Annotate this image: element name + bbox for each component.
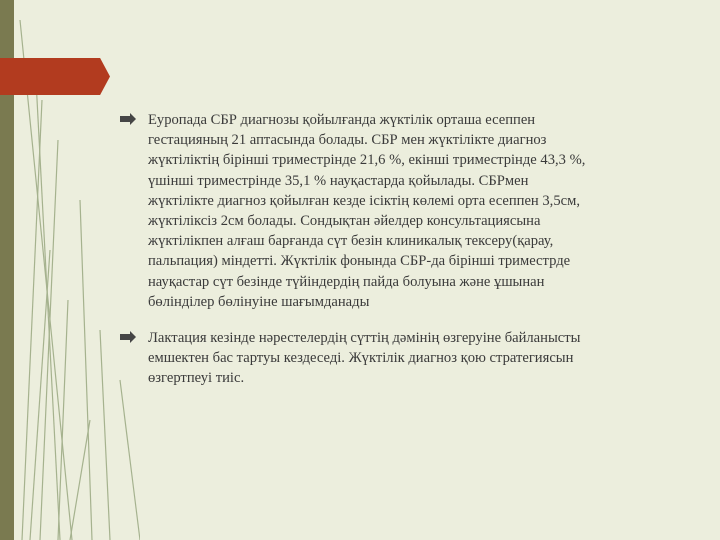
slide-content	[118, 110, 588, 405]
bullet-arrow-icon	[120, 331, 136, 343]
bullet-item	[118, 328, 588, 389]
bullet-arrow-icon	[120, 113, 136, 125]
bullet-item	[118, 110, 588, 312]
title-accent-tab	[0, 58, 110, 95]
bullet-text: Лактация кезінде нәрестелердің сүттің дәмінің өзгеруіне байланысты емшектен бас тартуы кездеседі. Жүктілік диагноз қою стратегиясын өзгертпеуі тиіс.	[148, 330, 581, 387]
bullet-text: Еуропада СБР диагнозы қойылғанда жүктілік орташа есеппен гестацияның 21 аптасында болады. СБР мен жүктілікте диагноз жүктіліктің бірінші триместрінде 21,6 %, екінші триместрінде 43,3 %, үшінші триместрінде 35,1 % науқастарда қойылады. СБРмен жүктілікте диагноз қойылған кезде ісіктің көлемі орта есеппен 3,5см, жүктіліксіз 2см болады. Сондықтан әйелдер консультациясына жүктілікпен алғаш барғанда сүт безін клиникалық тексеру(қарау, пальпация) міндетті. Жүктілік фонында СБР-да бірінші триместрде науқастар сүт безінде түйіндердің пайда болуына және ұшынан бөлінділер бөлінуіне шағымданады	[148, 112, 586, 310]
